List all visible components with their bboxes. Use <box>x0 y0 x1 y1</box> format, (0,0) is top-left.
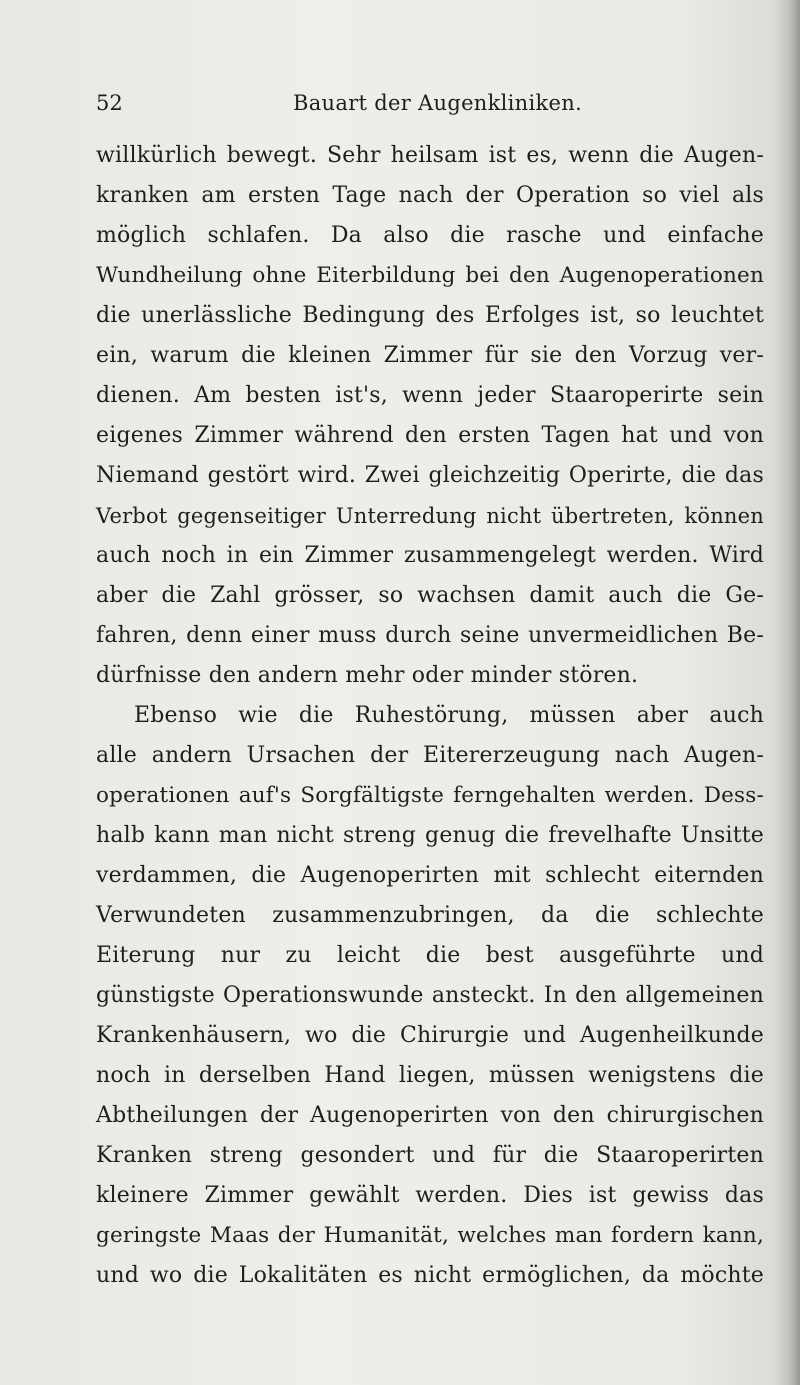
text-line: willkürlich bewegt. Sehr heilsam ist es, wenn die Augen- <box>96 143 764 168</box>
text-line-paragraph-start: Ebenso wie die Ruhestörung, müssen aber auch <box>134 703 764 728</box>
text-line: Wundheilung ohne Eiterbildung bei den Augenoperationen <box>96 263 764 288</box>
text-line: Eiterung nur zu leicht die best ausgeführte und <box>96 943 764 968</box>
text-line: dienen. Am besten ist's, wenn jeder Staaroperirte sein <box>96 383 764 408</box>
text-line: auch noch in ein Zimmer zusammengelegt werden. Wird <box>96 543 764 568</box>
text-line: alle andern Ursachen der Eitererzeugung nach Augen- <box>96 743 764 768</box>
text-line: möglich schlafen. Da also die rasche und einfache <box>96 223 764 248</box>
body-text <box>96 136 764 1296</box>
text-line: ein, warum die kleinen Zimmer für sie den Vorzug ver- <box>96 343 764 368</box>
text-line: Abtheilungen der Augenoperirten von den chirurgischen <box>96 1103 764 1128</box>
text-line: halb kann man nicht streng genug die frevelhafte Unsitte <box>96 823 764 848</box>
page-header <box>96 88 736 118</box>
text-line: und wo die Lokalitäten es nicht ermöglichen, da möchte <box>96 1263 764 1288</box>
text-line: Kranken streng gesondert und für die Staaroperirten <box>96 1143 764 1168</box>
text-line: operationen auf's Sorgfältigste ferngehalten werden. Dess- <box>96 783 764 808</box>
text-line: aber die Zahl grösser, so wachsen damit auch die Ge- <box>96 583 764 608</box>
text-line: Krankenhäusern, wo die Chirurgie und Augenheilkunde <box>96 1023 764 1048</box>
running-head: Bauart der Augenkliniken. <box>293 91 583 115</box>
page-number: 52 <box>96 91 123 115</box>
text-line: die unerlässliche Bedingung des Erfolges ist, so leuchtet <box>96 303 764 328</box>
text-line: Verwundeten zusammenzubringen, da die schlechte <box>96 903 764 928</box>
page-edge-shadow <box>774 0 800 1385</box>
text-line: kranken am ersten Tage nach der Operation so viel als <box>96 183 764 208</box>
text-line: geringste Maas der Humanität, welches man fordern kann, <box>96 1223 764 1248</box>
text-line: verdammen, die Augenoperirten mit schlecht eiternden <box>96 863 764 888</box>
text-line: Verbot gegenseitiger Unterredung nicht übertreten, können <box>96 504 764 528</box>
text-line: noch in derselben Hand liegen, müssen wenigstens die <box>96 1063 764 1088</box>
text-line: Niemand gestört wird. Zwei gleichzeitig Operirte, die das <box>96 463 764 488</box>
text-line: kleinere Zimmer gewählt werden. Dies ist gewiss das <box>96 1183 764 1208</box>
text-line: eigenes Zimmer während den ersten Tagen hat und von <box>96 423 764 448</box>
text-line-paragraph-end: dürfnisse den andern mehr oder minder stören. <box>96 663 639 688</box>
text-line: günstigste Operationswunde ansteckt. In den allgemeinen <box>96 983 764 1008</box>
text-line: fahren, denn einer muss durch seine unvermeidlichen Be- <box>96 623 764 648</box>
